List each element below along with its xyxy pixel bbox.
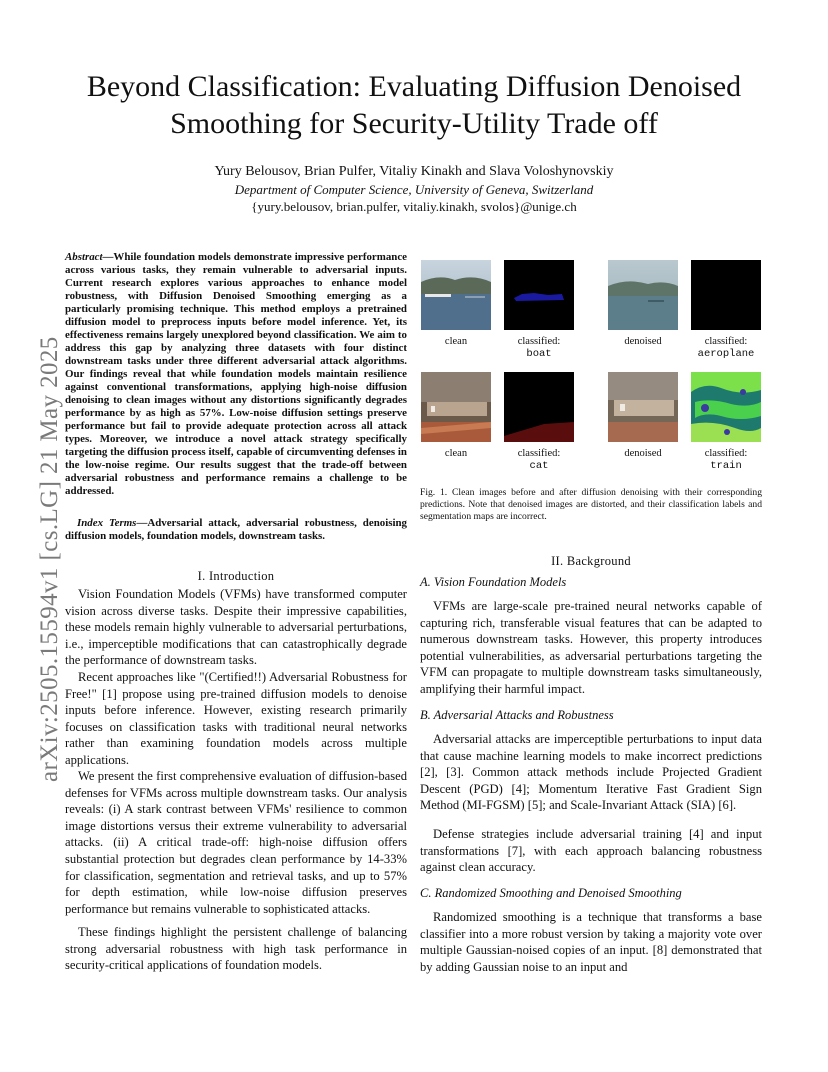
section-heading-introduction: I. Introduction <box>197 569 275 583</box>
background-c-paragraph: Randomized smoothing is a technique that transforms a base classifier into a more robust version by taking a majority vote over multiple Gaussian-noised copies of an input. [8] demonstrated that by adding Gaussian noise to an input and <box>420 910 762 974</box>
label-clean-1: clean <box>444 336 468 347</box>
subsection-adversarial-attacks: B. Adversarial Attacks and Robustness <box>420 708 614 722</box>
segmentation-map-boat <box>504 260 574 330</box>
label-classified-train: classified: train <box>704 448 748 472</box>
affiliation: Department of Computer Science, University of Geneva, Switzerland <box>234 182 594 197</box>
background-b-paragraph-1: Adversarial attacks are imperceptible perturbations to input data that cause machine learning models to make incorrect predictions [2], [3]. Common attack methods include Projected Gradient Descent (PGD) [4]; Momentum Iterative Fast Gradient Sign Method (MI-FGSM) [5]; and Scale-Invariant Attack (SIA) [6]. <box>420 732 762 813</box>
paper-title: Beyond Classification: Evaluating Diffusion Denoised Smoothing for Security-Utility Trade off <box>86 70 742 140</box>
label-clean-2: clean <box>444 448 468 459</box>
label-denoised-2: denoised <box>624 448 662 459</box>
author-list: Yury Belousov, Brian Pulfer, Vitaliy Kinakh and Slava Voloshynovskiy <box>214 164 614 179</box>
background-b-paragraph-2: Defense strategies include adversarial training [4] and input transformations [7], with each approach balancing robustness against clean accuracy. <box>420 827 762 875</box>
denoised-cat-image <box>608 372 678 442</box>
index-terms <box>65 517 407 543</box>
index-terms-text: —Adversarial attack, adversarial robustness, denoising diffusion models, foundation models, downstream tasks. <box>65 517 407 542</box>
subsection-randomized-smoothing: C. Randomized Smoothing and Denoised Smoothing <box>420 886 682 900</box>
denoised-boat-image <box>608 260 678 330</box>
author-emails: {yury.belousov, brian.pulfer, vitaliy.kinakh, svolos}@unige.ch <box>251 199 577 214</box>
segmentation-map-aeroplane <box>691 260 761 330</box>
abstract <box>65 251 407 498</box>
arxiv-id: arXiv:2505.15594v1 [cs.LG] 21 May 2025 <box>36 336 63 782</box>
clean-boat-image <box>421 260 491 330</box>
intro-paragraph-2: Recent approaches like "(Certified!!) Adversarial Robustness for Free!" [1] propose using pre-trained diffusion models to denoise inputs before inference. However, existing research primarily focuses on classification tasks with traditional neural networks rather than examining foundation models across multiple applications. <box>65 670 407 767</box>
abstract-text: —While foundation models demonstrate impressive performance across various tasks, they remain vulnerable to adversarial inputs. Current research explores various approaches to enhance model robustness, with Diffusion Denoised Smoothing emerging as a particularly promising technique. This method employs a pretrained diffusion model to preprocess inputs before model inference. Yet, its effectiveness remains largely unexplored beyond classification. We aim to address this gap by analyzing three datasets with four distinct downstream tasks under three different adversarial attack algorithms. Our findings reveal that while foundation models maintain resilience against conventional transformations, applying high-noise diffusion denoising to clean images without any distortions significantly degrades performance by as high as 57%. Low-noise diffusion settings preserve performance but fail to provide adequate protection across all attack types. Moreover, we introduce a novel attack strategy specifically targeting the diffusion process itself, capable of circumventing defenses in the low-noise regime. Our results suggest that the trade-off between adversarial robustness and performance remains a challenge to be addressed. <box>65 251 407 497</box>
abstract-lead: Abstract <box>65 251 103 263</box>
label-denoised-1: denoised <box>624 336 662 347</box>
figure-1-caption: Fig. 1. Clean images before and after diffusion denoising with their corresponding predictions. Note that denoised images are distorted, and their classification labels and segmentation maps are incorrect. <box>420 487 762 522</box>
section-heading-background: II. Background <box>551 554 631 568</box>
background-a-paragraph: VFMs are large-scale pre-trained neural networks capable of capturing rich, transferable visual features that can be adapted to numerous downstream tasks. However, this property introduces potential vulnerabilities, as adversarial perturbations targeting the VFM can propagate to multiple downstream tasks simultaneously, amplifying their harmful impact. <box>420 599 762 696</box>
label-classified-cat: classified: cat <box>517 448 561 472</box>
arxiv-stamp <box>16 292 63 782</box>
index-terms-lead: Index Terms <box>77 517 137 529</box>
figure-1 <box>420 258 762 478</box>
clean-cat-image <box>421 372 491 442</box>
label-classified-boat: classified: boat <box>517 336 561 360</box>
intro-paragraph-4: These findings highlight the persistent challenge of balancing strong adversarial robustness with high task performance in security-critical applications of foundation models. <box>65 925 407 973</box>
intro-paragraph-1: Vision Foundation Models (VFMs) have transformed computer vision across diverse tasks. Despite their impressive capabilities, these models remain highly vulnerable to adversarial perturbations, i.e., imperceptible modifications that can catastrophically degrade the performance of downstream tasks. <box>65 587 407 668</box>
segmentation-map-cat <box>504 372 574 442</box>
segmentation-map-train <box>691 372 761 442</box>
intro-paragraph-3: We present the first comprehensive evaluation of diffusion-based defenses for VFMs across multiple downstream tasks. Our analysis reveals: (i) A stark contrast between VFMs' resilience to common image distortions versus their extreme vulnerability to adversarial attacks. (ii) A critical trade-off: high-noise diffusion offers substantial protection but degrades clean performance by 14-33% for classification, segmentation and retrieval tasks, and up to 57% for depth estimation, while low-noise diffusion preserves performance but remains vulnerable to sophisticated attacks. <box>65 769 407 916</box>
subsection-vision-foundation-models: A. Vision Foundation Models <box>420 575 567 589</box>
label-classified-aeroplane: classified: aeroplane <box>697 336 755 360</box>
